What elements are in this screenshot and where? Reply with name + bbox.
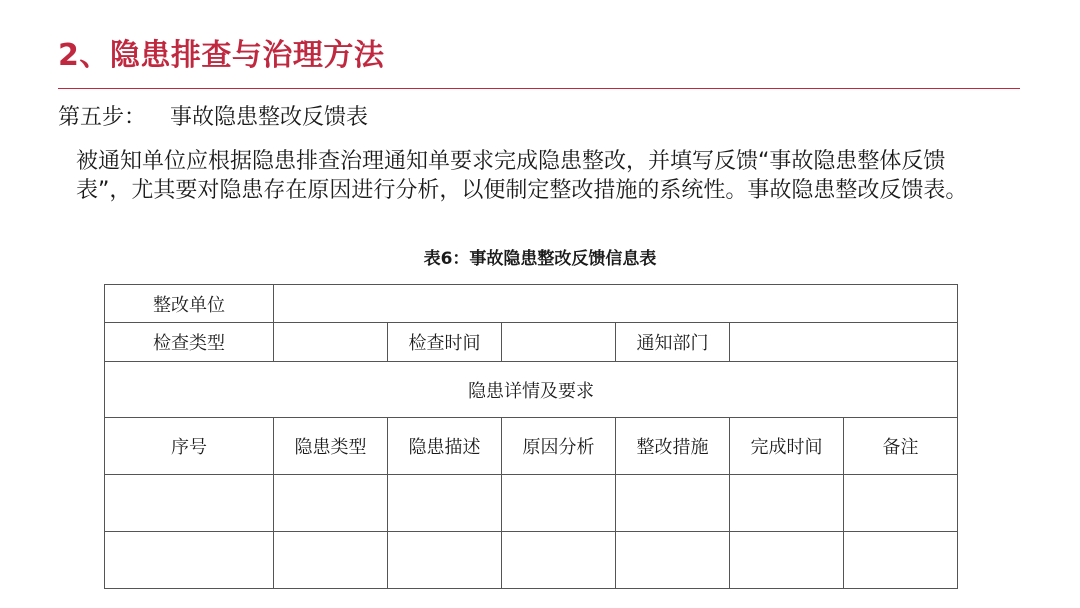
step-label: 第五步： bbox=[58, 105, 147, 130]
column-header: 原因分析 bbox=[502, 418, 616, 475]
slide-title: 2、隐患排查与治理方法 bbox=[58, 38, 385, 73]
title-divider bbox=[58, 88, 1020, 89]
table-row bbox=[105, 475, 958, 532]
unit-label-cell: 整改单位 bbox=[105, 285, 274, 323]
table-caption: 表6：事故隐患整改反馈信息表 bbox=[423, 249, 657, 269]
column-header: 隐患类型 bbox=[274, 418, 388, 475]
feedback-form-table bbox=[104, 284, 958, 589]
check-type-label-cell: 检查类型 bbox=[105, 323, 274, 362]
table-cell[interactable] bbox=[844, 532, 958, 589]
table-cell[interactable] bbox=[730, 475, 844, 532]
table-cell[interactable] bbox=[388, 475, 502, 532]
step-title: 事故隐患整改反馈表 bbox=[170, 105, 369, 130]
table-cell[interactable] bbox=[844, 475, 958, 532]
notify-dept-label-cell: 通知部门 bbox=[616, 323, 730, 362]
table-cell[interactable] bbox=[616, 475, 730, 532]
column-header: 整改措施 bbox=[616, 418, 730, 475]
table-row-unit bbox=[105, 285, 958, 323]
column-header: 隐患描述 bbox=[388, 418, 502, 475]
table-cell[interactable] bbox=[274, 475, 388, 532]
table-header-row bbox=[105, 418, 958, 475]
table-cell[interactable] bbox=[502, 475, 616, 532]
step-heading bbox=[58, 100, 368, 131]
body-paragraph: 被通知单位应根据隐患排查治理通知单要求完成隐患整改，并填写反馈“事故隐患整体反馈表”，尤其要对隐患存在原因进行分析，以便制定整改措施的系统性。事故隐患整改反馈表。 bbox=[76, 149, 968, 203]
table-cell[interactable] bbox=[105, 532, 274, 589]
table-row bbox=[105, 532, 958, 589]
unit-value-cell[interactable] bbox=[274, 285, 958, 323]
table-cell[interactable] bbox=[616, 532, 730, 589]
column-header: 完成时间 bbox=[730, 418, 844, 475]
table-cell[interactable] bbox=[105, 475, 274, 532]
notify-dept-value-cell[interactable] bbox=[730, 323, 958, 362]
check-time-label-cell: 检查时间 bbox=[388, 323, 502, 362]
table-cell[interactable] bbox=[274, 532, 388, 589]
table-cell[interactable] bbox=[730, 532, 844, 589]
table-row-check-info bbox=[105, 323, 958, 362]
check-time-value-cell[interactable] bbox=[502, 323, 616, 362]
table-cell[interactable] bbox=[502, 532, 616, 589]
section-header-cell: 隐患详情及要求 bbox=[105, 362, 958, 418]
check-type-value-cell[interactable] bbox=[274, 323, 388, 362]
table-cell[interactable] bbox=[388, 532, 502, 589]
table-row-section-header bbox=[105, 362, 958, 418]
column-header: 序号 bbox=[105, 418, 274, 475]
column-header: 备注 bbox=[844, 418, 958, 475]
